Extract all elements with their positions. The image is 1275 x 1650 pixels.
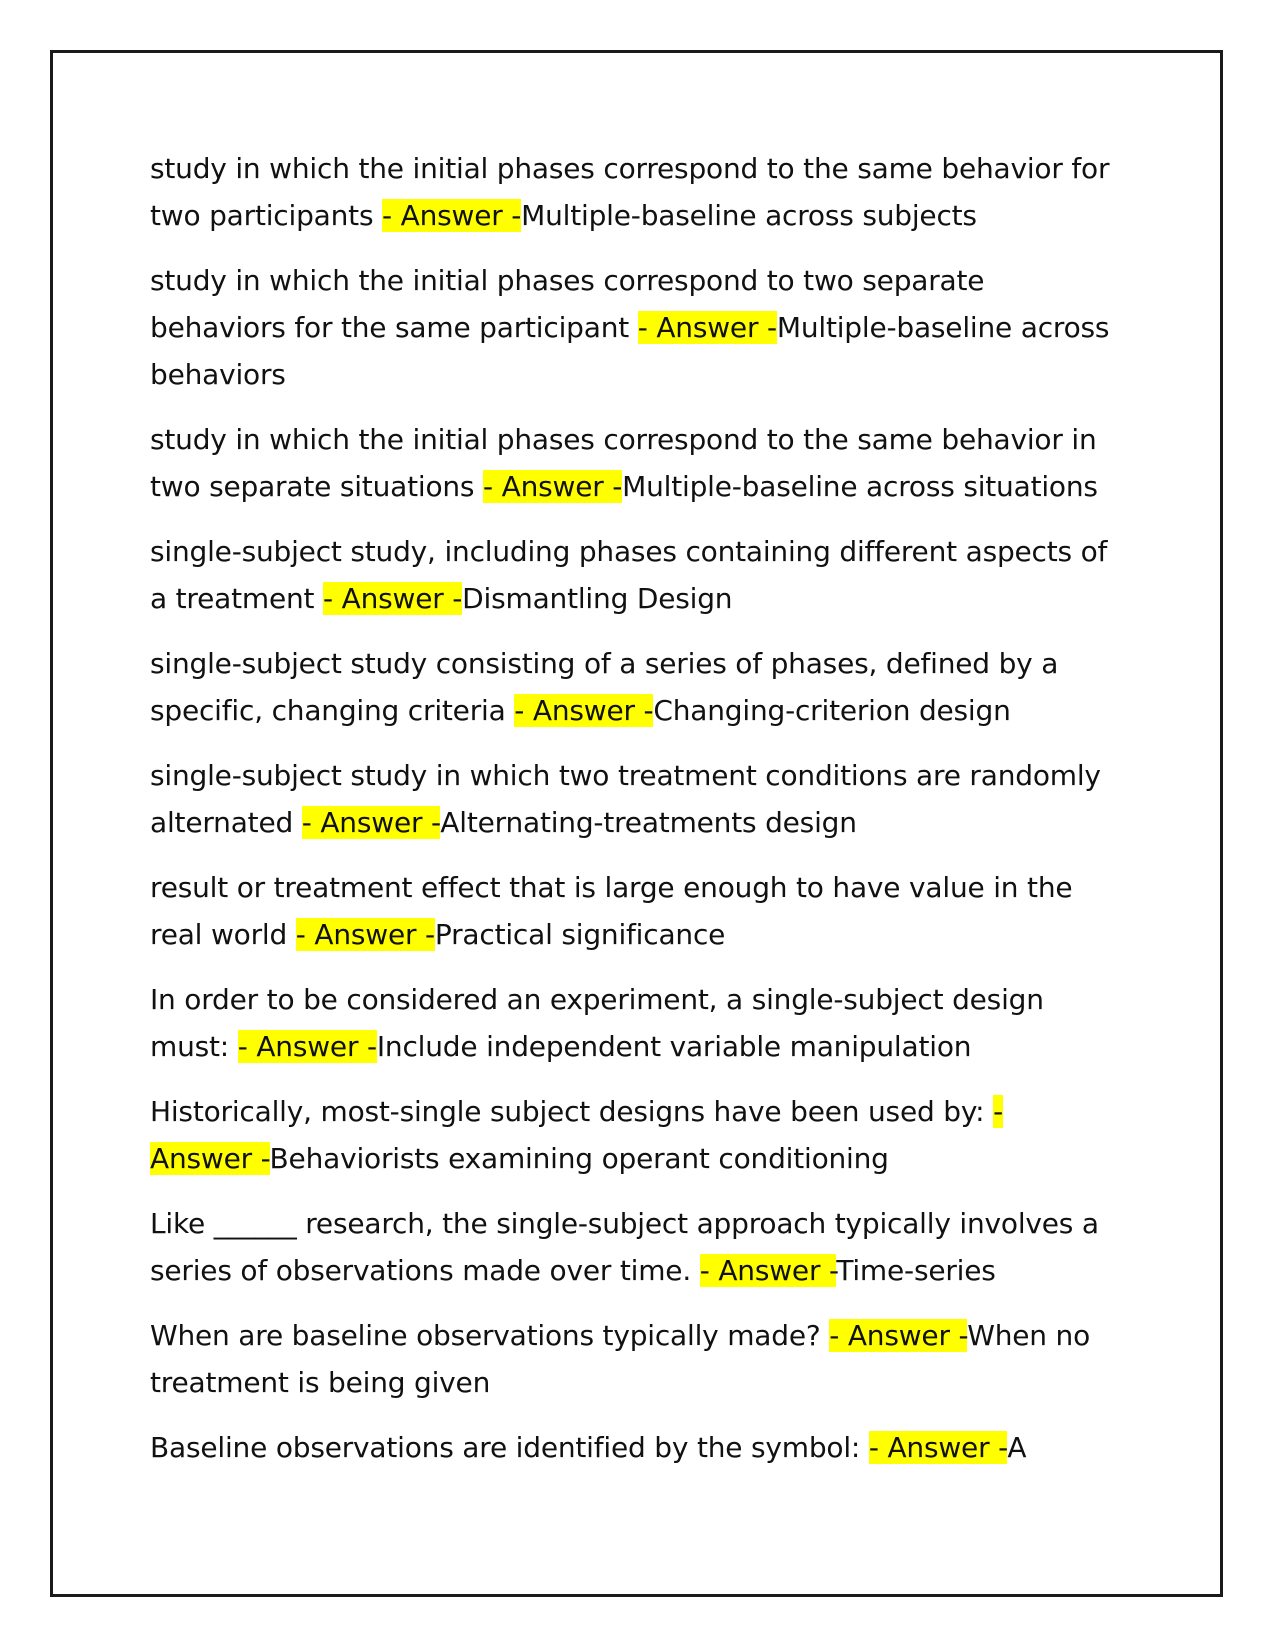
answer-text: When no treatment is being given: [150, 1319, 1091, 1399]
qa-item: [150, 257, 1110, 398]
answer-text: Multiple-baseline across subjects: [521, 199, 977, 232]
answer-text: Dismantling Design: [462, 582, 733, 615]
answer-marker: - Answer -: [868, 1431, 1008, 1464]
question-text: single-subject study, including phases containing different aspects of a treatment: [150, 535, 1108, 615]
question-text: study in which the initial phases correspond to the same behavior in two separate situations: [150, 423, 1097, 503]
question-text: result or treatment effect that is large enough to have value in the real world: [150, 871, 1073, 951]
question-text: study in which the initial phases correspond to two separate behaviors for the same participant: [150, 264, 985, 344]
qa-item: [150, 1312, 1110, 1406]
answer-marker: - Answer -: [514, 694, 654, 727]
answer-text: A: [1007, 1431, 1027, 1464]
answer-marker: - Answer -: [237, 1030, 377, 1063]
qa-item: [150, 1088, 1110, 1182]
question-text: single-subject study consisting of a series of phases, defined by a specific, changing criteria: [150, 647, 1059, 727]
document-body: [150, 145, 1110, 1489]
question-text: study in which the initial phases correspond to the same behavior for two participants: [150, 152, 1110, 232]
question-text: When are baseline observations typically made?: [150, 1319, 830, 1352]
answer-text: Changing-criterion design: [653, 694, 1011, 727]
answer-text: Multiple-baseline across situations: [622, 470, 1098, 503]
qa-item: [150, 976, 1110, 1070]
answer-marker: - Answer -: [301, 806, 441, 839]
qa-item: [150, 864, 1110, 958]
answer-text: Time-series: [836, 1254, 996, 1287]
answer-text: Include independent variable manipulation: [376, 1030, 972, 1063]
answer-marker: - Answer -: [323, 582, 463, 615]
qa-item: [150, 416, 1110, 510]
qa-item: [150, 145, 1110, 239]
question-text: Like ______ research, the single-subject approach typically involves a series of observations made over time.: [150, 1207, 1099, 1287]
question-text: In order to be considered an experiment, a single-subject design must:: [150, 983, 1044, 1063]
answer-marker: - Answer -: [829, 1319, 968, 1352]
answer-text: Multiple-baseline across behaviors: [150, 311, 1110, 391]
answer-marker: - Answer -: [150, 1095, 1003, 1175]
qa-item: [150, 640, 1110, 734]
question-text: Historically, most-single subject designs have been used by:: [150, 1095, 994, 1128]
answer-marker: - Answer -: [295, 918, 435, 951]
answer-marker: - Answer -: [637, 311, 777, 344]
answer-text: Alternating-treatments design: [440, 806, 857, 839]
answer-marker: - Answer -: [483, 470, 623, 503]
answer-marker: - Answer -: [699, 1254, 837, 1287]
answer-text: Behaviorists examining operant conditioning: [269, 1142, 889, 1175]
qa-item: [150, 528, 1110, 622]
qa-item: [150, 752, 1110, 846]
answer-text: Practical significance: [434, 918, 726, 951]
question-text: Baseline observations are identified by the symbol:: [150, 1431, 869, 1464]
answer-marker: - Answer -: [382, 199, 522, 232]
qa-item: [150, 1424, 1110, 1471]
question-text: single-subject study in which two treatment conditions are randomly alternated: [150, 759, 1101, 839]
qa-item: [150, 1200, 1110, 1294]
